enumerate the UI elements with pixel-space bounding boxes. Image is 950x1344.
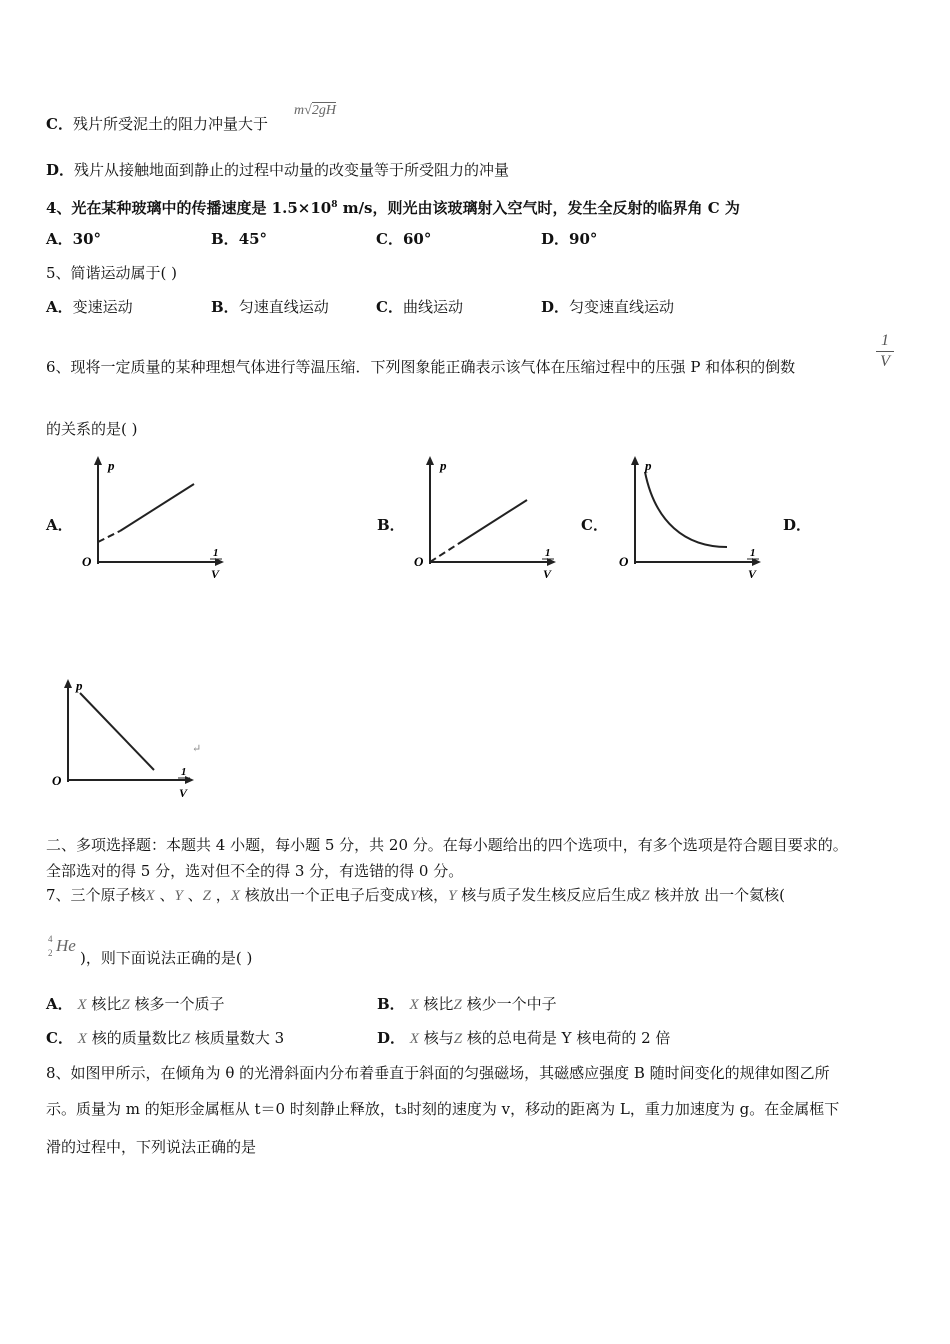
option-text: 曲线运动 — [402, 298, 463, 316]
nucleus-y: Y — [174, 888, 183, 904]
option-label: C． — [46, 1029, 73, 1047]
x-den-label: V — [748, 567, 757, 581]
q7-text: 核并放 出一个氦核( — [654, 886, 786, 904]
q7-option-c[interactable] — [46, 1028, 284, 1049]
option-text: 核的总电荷是 Y 核电荷的 2 倍 — [466, 1029, 671, 1047]
q3-option-c[interactable] — [46, 114, 268, 134]
nucleus-y: Y — [409, 888, 419, 904]
x-num-label: 1 — [213, 547, 219, 559]
q7-text: 核， — [418, 886, 449, 904]
option-text: 核质量数大 3 — [194, 1029, 285, 1047]
option-text: 核与 — [423, 1029, 454, 1047]
option-label: B． — [211, 230, 239, 248]
nucleus-z: Z — [121, 997, 130, 1013]
q6-stem2: 的关系的是( ) — [46, 420, 138, 438]
frac-bar — [876, 351, 894, 352]
nucleus-x: X — [409, 1031, 419, 1047]
q7-sep: 、 — [159, 886, 175, 904]
graph-d[interactable] — [48, 675, 198, 805]
option-text: 核多一个质子 — [134, 995, 225, 1013]
q5-option-b[interactable] — [211, 297, 329, 317]
option-text: 90° — [569, 230, 598, 248]
option-text: 变速运动 — [72, 298, 133, 316]
graph-b[interactable] — [410, 452, 560, 582]
option-label: C． — [46, 115, 73, 133]
origin-label: O — [619, 554, 629, 569]
q7-option-a[interactable] — [46, 994, 225, 1015]
return-mark: ↵ — [192, 742, 202, 755]
option-text: 匀变速直线运动 — [569, 298, 675, 316]
q6-stem: 6、现将一定质量的某种理想气体进行等温压缩．下列图象能正确表示该气体在压缩过程中的压强 P 和体积的倒数 — [46, 358, 796, 376]
formula-expr: 2gH — [311, 103, 336, 118]
section2-line1: 二、多项选择题：本题共 4 小题，每小题 5 分，共 20 分。在每小题给出的四个选项中，有多个选项是符合题目要求的。 — [46, 836, 848, 854]
axis-p-label: p — [76, 678, 83, 693]
q7-text: 核与质子发生核反应后生成 — [461, 886, 642, 904]
option-text: 残片从接触地面到静止的过程中动量的改变量等于所受阻力的冲量 — [74, 161, 510, 179]
q4-stem-pre: 4、光在某种玻璃中的传播速度是 1.5×10 — [46, 199, 332, 217]
option-text: 核比 — [91, 995, 122, 1013]
nucleus-x: X — [230, 888, 240, 904]
nucleus-z: Z — [641, 888, 650, 904]
x-num-label: 1 — [181, 766, 187, 778]
nucleus-x: X — [77, 1031, 87, 1047]
origin-label: O — [414, 554, 424, 569]
q7-text: ， — [215, 886, 231, 904]
option-label: B． — [377, 995, 405, 1013]
x-num-label: 1 — [545, 547, 551, 559]
q5-option-a[interactable] — [46, 297, 133, 317]
nucleus-z: Z — [453, 997, 462, 1013]
option-label: D． — [541, 230, 570, 248]
axis-p-label: p — [645, 458, 652, 473]
frac-den: V — [880, 353, 890, 370]
formula-m: m — [294, 103, 305, 118]
option-text: 核的质量数比 — [91, 1029, 182, 1047]
q8-line3: 滑的过程中，下列说法正确的是 — [46, 1138, 257, 1156]
he-charge-number: 2 — [48, 948, 53, 958]
option-label: A． — [46, 995, 73, 1013]
frac-num: 1 — [881, 332, 889, 349]
option-label: D． — [46, 161, 75, 179]
q7-option-d[interactable] — [377, 1028, 670, 1049]
q4-option-a[interactable] — [46, 229, 101, 249]
x-den-label: V — [211, 567, 220, 581]
origin-label: O — [82, 554, 92, 569]
q8-line1: 8、如图甲所示，在倾角为 θ 的光滑斜面内分布着垂直于斜面的匀强磁场，其磁感应强度 B 随时间变化的规律如图乙所 — [46, 1064, 830, 1082]
q6-option-d-label[interactable]: D． — [783, 516, 812, 534]
q8-line2: 示。质量为 m 的矩形金属框从 t＝0 时刻静止释放，t₃时刻的速度为 v，移动的距离为 L，重力加速度为 g。在金属框下 — [46, 1100, 840, 1118]
option-text: 45° — [238, 230, 268, 248]
q4-exponent: 8 — [331, 200, 338, 210]
option-text: 30° — [72, 230, 102, 248]
axis-p-label: p — [440, 458, 447, 473]
nucleus-x: X — [145, 888, 155, 904]
option-label: A． — [46, 230, 73, 248]
option-text: 核比 — [423, 995, 454, 1013]
q7-text: 7、三个原子核 — [46, 886, 146, 904]
he-mass-number: 4 — [48, 934, 53, 944]
section2-line2: 全部选对的得 5 分，选对但不全的得 3 分，有选错的得 0 分。 — [46, 862, 464, 880]
q4-stem — [46, 195, 740, 218]
nucleus-z: Z — [181, 1031, 191, 1047]
q4-stem-post: m/s，则光由该玻璃射入空气时，发生全反射的临界角 C 为 — [337, 199, 740, 217]
he-symbol-text: He — [56, 936, 76, 955]
x-den-label: V — [543, 567, 552, 581]
option-text: 匀速直线运动 — [238, 298, 329, 316]
q4-option-d[interactable] — [541, 229, 597, 249]
option-label: D． — [541, 298, 570, 316]
nucleus-z: Z — [202, 888, 211, 904]
option-label: A． — [46, 298, 73, 316]
graph-c[interactable] — [615, 452, 765, 582]
graph-a[interactable] — [78, 452, 228, 582]
option-label: C． — [376, 298, 403, 316]
q4-option-b[interactable] — [211, 229, 267, 249]
option-label: B． — [211, 298, 239, 316]
q5-stem: 5、简谐运动属于( ) — [46, 264, 178, 282]
q3-option-d[interactable] — [46, 160, 509, 180]
q7-stem — [46, 885, 785, 906]
q7-option-b[interactable] — [377, 994, 557, 1015]
x-num-label: 1 — [750, 547, 756, 559]
x-den-label: V — [179, 786, 188, 800]
q7-stem-end: )，则下面说法正确的是( ) — [80, 949, 253, 967]
q7-text: 核放出一个正电子后变成 — [244, 886, 410, 904]
nucleus-y: Y — [448, 888, 457, 904]
q6-option-a-label[interactable]: A． — [46, 516, 73, 534]
q4-option-c[interactable] — [376, 229, 431, 249]
option-label: C． — [376, 230, 403, 248]
q5-option-c[interactable] — [376, 297, 463, 317]
nucleus-x: X — [409, 997, 419, 1013]
nucleus-x: X — [77, 997, 87, 1013]
option-text: 核少一个中子 — [466, 995, 557, 1013]
q7-sep: 、 — [187, 886, 203, 904]
option-label: D． — [377, 1029, 406, 1047]
q6-option-c-label[interactable]: C． — [581, 516, 608, 534]
q5-option-d[interactable] — [541, 297, 674, 317]
option-text: 60° — [402, 230, 432, 248]
origin-label: O — [52, 773, 62, 788]
option-text: 残片所受泥土的阻力冲量大于 — [72, 115, 268, 133]
q6-option-b-label[interactable]: B． — [377, 516, 405, 534]
formula-m-sqrt-2gh: m√2gH — [294, 103, 336, 118]
q6-fraction-1-over-v — [876, 332, 894, 371]
axis-p-label: p — [108, 458, 115, 473]
nucleus-z: Z — [453, 1031, 463, 1047]
